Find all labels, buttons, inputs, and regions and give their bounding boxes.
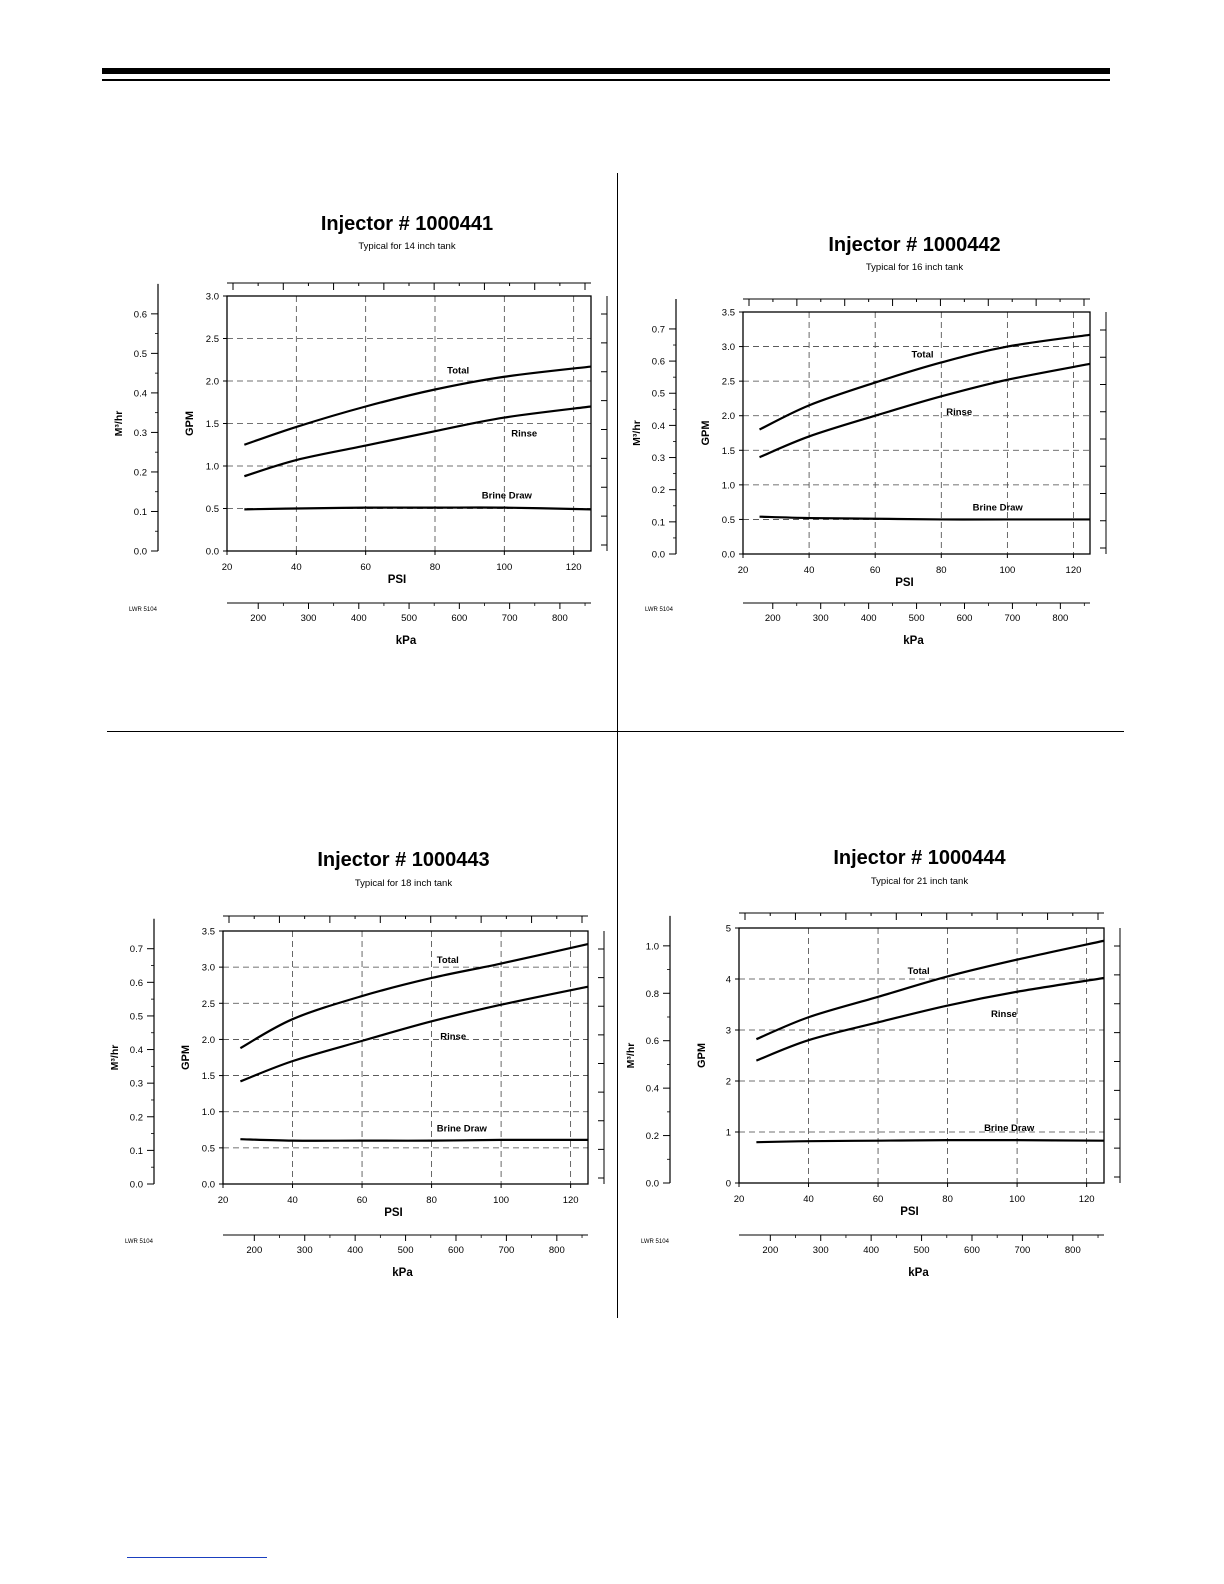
x-tick-label: 60 xyxy=(360,562,371,573)
y2-tick-label: 0.4 xyxy=(645,1083,659,1095)
y2-tick-label: 0.2 xyxy=(133,467,147,479)
y-tick-label: 2.0 xyxy=(721,411,735,423)
y-tick-label: 3.0 xyxy=(205,291,219,303)
kpa-tick-label: 400 xyxy=(863,1245,880,1256)
chart-subtitle: Typical for 21 inch tank xyxy=(870,876,969,887)
y-tick-label: 0.5 xyxy=(201,1143,215,1155)
kpa-tick-label: 600 xyxy=(956,613,973,624)
x-tick-label: 40 xyxy=(803,565,815,576)
y2-tick-label: 0.1 xyxy=(133,506,147,518)
y2-axis-label: M³/hr xyxy=(625,1042,637,1069)
kpa-axis-label: kPa xyxy=(908,1267,929,1279)
series-label-brine-draw: Brine Draw xyxy=(984,1123,1035,1135)
y2-tick-label: 0.4 xyxy=(129,1045,143,1057)
kpa-tick-label: 700 xyxy=(498,1245,515,1256)
y2-tick-label: 0.0 xyxy=(645,1178,659,1190)
x-tick-label: 20 xyxy=(733,1194,745,1205)
kpa-tick-label: 300 xyxy=(296,1245,313,1256)
series-label-brine-draw: Brine Draw xyxy=(972,502,1023,514)
kpa-tick-label: 400 xyxy=(350,613,367,624)
chart-title: Injector # 1000444 xyxy=(833,847,1006,869)
x-tick-label: 100 xyxy=(496,562,513,573)
y-tick-label: 2.5 xyxy=(201,998,215,1010)
series-label-total: Total xyxy=(907,966,930,978)
y2-tick-label: 0.1 xyxy=(651,517,665,529)
x-axis-label: PSI xyxy=(387,574,407,586)
series-label-rinse: Rinse xyxy=(440,1031,467,1043)
x-tick-label: 100 xyxy=(1009,1194,1026,1205)
y-tick-label: 3.0 xyxy=(721,342,735,354)
y2-tick-label: 0.6 xyxy=(645,1036,659,1048)
x-tick-label: 20 xyxy=(221,562,233,573)
y-tick-label: 0 xyxy=(725,1178,731,1190)
y-tick-label: 0.0 xyxy=(201,1179,215,1191)
y-tick-label: 1.0 xyxy=(205,461,219,473)
kpa-tick-label: 800 xyxy=(1064,1245,1081,1256)
y-tick-label: 2.5 xyxy=(205,334,219,345)
y-tick-label: 3 xyxy=(725,1025,731,1037)
x-tick-label: 40 xyxy=(803,1194,814,1205)
kpa-tick-label: 700 xyxy=(1014,1245,1031,1256)
series-label-total: Total xyxy=(447,365,470,377)
series-label-total: Total xyxy=(436,954,459,966)
y2-tick-label: 0.8 xyxy=(645,988,659,1000)
y-tick-label: 0.5 xyxy=(205,504,219,515)
x-axis-label: PSI xyxy=(895,577,914,589)
x-tick-label: 60 xyxy=(356,1195,368,1206)
kpa-axis-label: kPa xyxy=(395,635,417,647)
kpa-tick-label: 800 xyxy=(551,613,568,624)
figure-code: LWR 5104 xyxy=(129,607,157,613)
kpa-tick-label: 500 xyxy=(397,1245,414,1256)
kpa-tick-label: 300 xyxy=(300,613,317,624)
series-label-total: Total xyxy=(911,349,934,361)
y-tick-label: 3.5 xyxy=(201,926,215,938)
chart-subtitle: Typical for 14 inch tank xyxy=(358,241,456,252)
kpa-tick-label: 600 xyxy=(451,613,468,624)
y2-tick-label: 0.5 xyxy=(133,348,147,360)
y-tick-label: 2 xyxy=(725,1076,731,1088)
x-tick-label: 80 xyxy=(935,565,947,576)
y-tick-label: 1 xyxy=(725,1127,731,1139)
y-tick-label: 1.0 xyxy=(721,480,735,492)
x-tick-label: 120 xyxy=(1065,565,1082,576)
y2-tick-label: 0.0 xyxy=(133,546,147,558)
chart-title: Injector # 1000441 xyxy=(320,213,494,235)
y-tick-label: 4 xyxy=(725,974,731,986)
y-tick-label: 1.5 xyxy=(201,1071,215,1083)
y-tick-label: 2.0 xyxy=(205,376,219,388)
chart-subtitle: Typical for 16 inch tank xyxy=(865,262,964,273)
chart-title: Injector # 1000443 xyxy=(317,849,490,871)
x-tick-label: 20 xyxy=(217,1195,229,1206)
x-tick-label: 60 xyxy=(869,565,881,576)
y-axis-label: GPM xyxy=(180,1044,192,1071)
x-tick-label: 40 xyxy=(291,562,302,573)
kpa-tick-label: 700 xyxy=(1004,613,1021,624)
y2-tick-label: 0.5 xyxy=(129,1011,143,1023)
y2-tick-label: 0.0 xyxy=(651,549,665,561)
y-tick-label: 3.0 xyxy=(201,962,215,974)
kpa-tick-label: 200 xyxy=(764,613,781,624)
y2-tick-label: 0.3 xyxy=(133,427,147,439)
y2-tick-label: 0.6 xyxy=(133,309,147,321)
kpa-tick-label: 600 xyxy=(448,1245,464,1256)
y-axis-label: GPM xyxy=(184,410,196,437)
kpa-axis-label: kPa xyxy=(903,635,924,647)
kpa-tick-label: 200 xyxy=(762,1245,779,1256)
kpa-tick-label: 400 xyxy=(347,1245,364,1256)
series-line-brine-draw xyxy=(756,1140,1104,1142)
y-tick-label: 0.5 xyxy=(721,514,735,526)
y-tick-label: 1.5 xyxy=(205,419,219,430)
kpa-tick-label: 200 xyxy=(250,613,267,624)
series-label-rinse: Rinse xyxy=(946,407,973,419)
y2-tick-label: 0.1 xyxy=(129,1145,143,1157)
y2-tick-label: 0.7 xyxy=(651,324,665,336)
kpa-tick-label: 600 xyxy=(964,1245,980,1256)
y2-axis-label: M³/hr xyxy=(109,1044,121,1071)
y-tick-label: 1.0 xyxy=(201,1107,215,1119)
x-tick-label: 120 xyxy=(565,562,582,573)
kpa-tick-label: 800 xyxy=(548,1245,565,1256)
y2-tick-label: 0.2 xyxy=(645,1131,659,1143)
chart-subtitle: Typical for 18 inch tank xyxy=(354,878,453,889)
y2-axis-label: M³/hr xyxy=(113,410,125,437)
y2-tick-label: 0.6 xyxy=(651,356,665,368)
y2-tick-label: 0.6 xyxy=(129,977,143,989)
y-axis-label: GPM xyxy=(696,1042,708,1069)
y-tick-label: 5 xyxy=(725,923,731,935)
kpa-tick-label: 800 xyxy=(1052,613,1069,624)
kpa-axis-label: kPa xyxy=(392,1267,413,1279)
series-label-rinse: Rinse xyxy=(511,428,538,440)
x-tick-label: 60 xyxy=(872,1194,884,1205)
x-tick-label: 80 xyxy=(942,1194,953,1205)
x-tick-label: 100 xyxy=(493,1195,510,1206)
x-tick-label: 80 xyxy=(429,562,441,573)
kpa-tick-label: 500 xyxy=(913,1245,930,1256)
figure-code: LWR 5104 xyxy=(125,1239,153,1245)
y2-axis-label: M³/hr xyxy=(631,420,643,446)
kpa-tick-label: 500 xyxy=(908,613,925,624)
series-label-brine-draw: Brine Draw xyxy=(481,490,532,502)
y2-tick-label: 0.7 xyxy=(129,944,143,956)
figure-code: LWR 5104 xyxy=(645,607,673,613)
y2-tick-label: 0.4 xyxy=(133,388,147,400)
y-tick-label: 0.0 xyxy=(205,546,219,558)
series-label-brine-draw: Brine Draw xyxy=(436,1123,487,1135)
y2-tick-label: 0.2 xyxy=(651,485,665,497)
y2-tick-label: 0.0 xyxy=(129,1179,143,1191)
y2-tick-label: 0.3 xyxy=(129,1078,143,1090)
y2-tick-label: 0.2 xyxy=(129,1112,143,1124)
y-tick-label: 1.5 xyxy=(721,445,735,457)
kpa-tick-label: 200 xyxy=(246,1245,263,1256)
x-axis-label: PSI xyxy=(900,1206,919,1218)
kpa-tick-label: 400 xyxy=(860,613,877,624)
y2-tick-label: 0.5 xyxy=(651,388,665,400)
chart-title: Injector # 1000442 xyxy=(828,234,1001,256)
y-tick-label: 2.5 xyxy=(721,376,735,388)
y-tick-label: 3.5 xyxy=(721,307,735,319)
y-tick-label: 2.0 xyxy=(201,1034,215,1046)
kpa-tick-label: 300 xyxy=(812,613,829,624)
figure-code: LWR 5104 xyxy=(641,1239,669,1245)
x-tick-label: 120 xyxy=(562,1195,579,1206)
kpa-tick-label: 700 xyxy=(501,613,518,624)
y-axis-label: GPM xyxy=(700,420,712,446)
y2-tick-label: 0.3 xyxy=(651,453,665,465)
x-axis-label: PSI xyxy=(384,1207,403,1219)
y-tick-label: 0.0 xyxy=(721,549,735,561)
x-tick-label: 100 xyxy=(999,565,1016,576)
y2-tick-label: 0.4 xyxy=(651,420,665,432)
y2-tick-label: 1.0 xyxy=(645,941,659,953)
x-tick-label: 40 xyxy=(287,1195,298,1206)
kpa-tick-label: 300 xyxy=(812,1245,829,1256)
x-tick-label: 120 xyxy=(1078,1194,1095,1205)
x-tick-label: 20 xyxy=(737,565,749,576)
kpa-tick-label: 500 xyxy=(401,613,417,624)
series-label-rinse: Rinse xyxy=(991,1008,1017,1020)
x-tick-label: 80 xyxy=(426,1195,437,1206)
